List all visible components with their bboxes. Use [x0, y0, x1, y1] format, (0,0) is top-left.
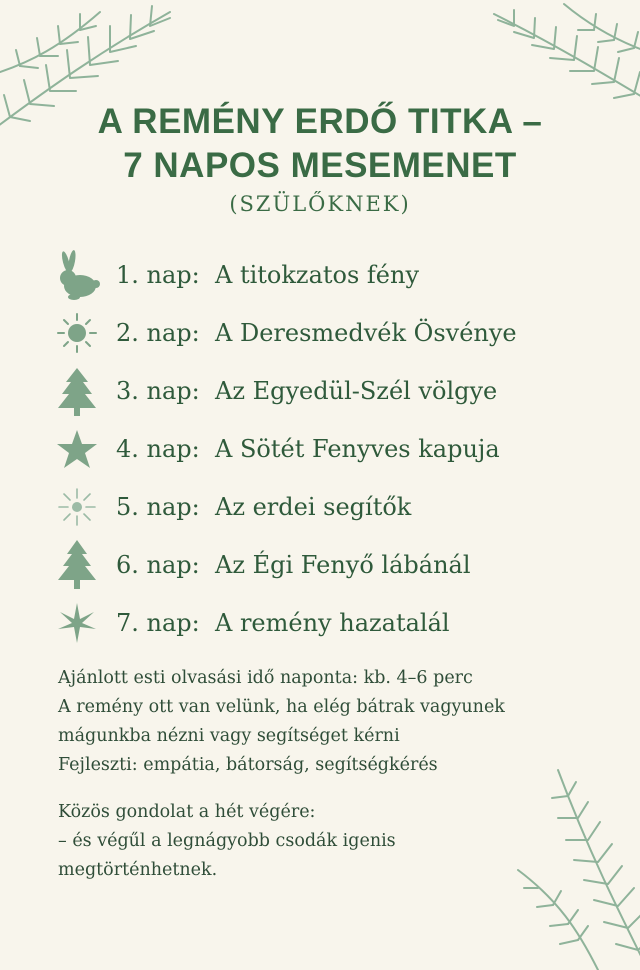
info-block	[58, 664, 598, 885]
day-list	[50, 246, 610, 652]
day-label: 6. nap: Az Égi Fenyő lábánál	[116, 551, 471, 579]
day-label: 4. nap: A Sötét Fenyves kapuja	[116, 435, 500, 463]
page-title-line-1: A REMÉNY ERDŐ TITKA –	[97, 102, 543, 141]
day-label: 2. nap: A Deresmedvék Ösvénye	[116, 319, 517, 347]
day-item-2	[50, 304, 610, 362]
day-item-4	[50, 420, 610, 478]
closing-text: megtörténhetnek.	[58, 860, 218, 880]
day-item-1	[50, 246, 610, 304]
message-text: A remény ott van velünk, ha elég bátrak vagyunek	[58, 697, 505, 717]
page-subtitle: (SZÜLŐKNEK)	[229, 192, 411, 216]
reading-time-text: Ajánlott esti olvasási idő naponta: kb. 4–6 perc	[58, 668, 473, 688]
day-label: 1. nap: A titokzatos fény	[116, 261, 420, 289]
sparkle-sun-icon	[50, 480, 104, 534]
pine-tree-icon	[50, 364, 104, 418]
pine-tree-icon	[50, 538, 104, 592]
closing-text: – és végűl a legnágyobb csodák igenis	[58, 831, 396, 851]
rabbit-icon	[50, 248, 104, 302]
closing-heading: Közös gondolat a hét végére:	[58, 802, 316, 822]
star-burst-icon	[50, 596, 104, 650]
day-label: 3. nap: Az Egyedül-Szél völgye	[116, 377, 498, 405]
page-title-line-2: 7 NAPOS MESEMENET	[123, 146, 517, 185]
develops-text: Fejleszti: empátia, bátorság, segítségkérés	[58, 755, 438, 775]
sun-icon	[50, 306, 104, 360]
title-block	[0, 100, 640, 216]
day-label: 7. nap: A remény hazatalál	[116, 609, 450, 637]
day-label: 5. nap: Az erdei segítők	[116, 493, 412, 521]
day-item-3	[50, 362, 610, 420]
message-text: mágunkba nézni vagy segítséget kérni	[58, 726, 400, 746]
day-item-5	[50, 478, 610, 536]
day-item-6	[50, 536, 610, 594]
day-item-7	[50, 594, 610, 652]
star-icon	[50, 422, 104, 476]
